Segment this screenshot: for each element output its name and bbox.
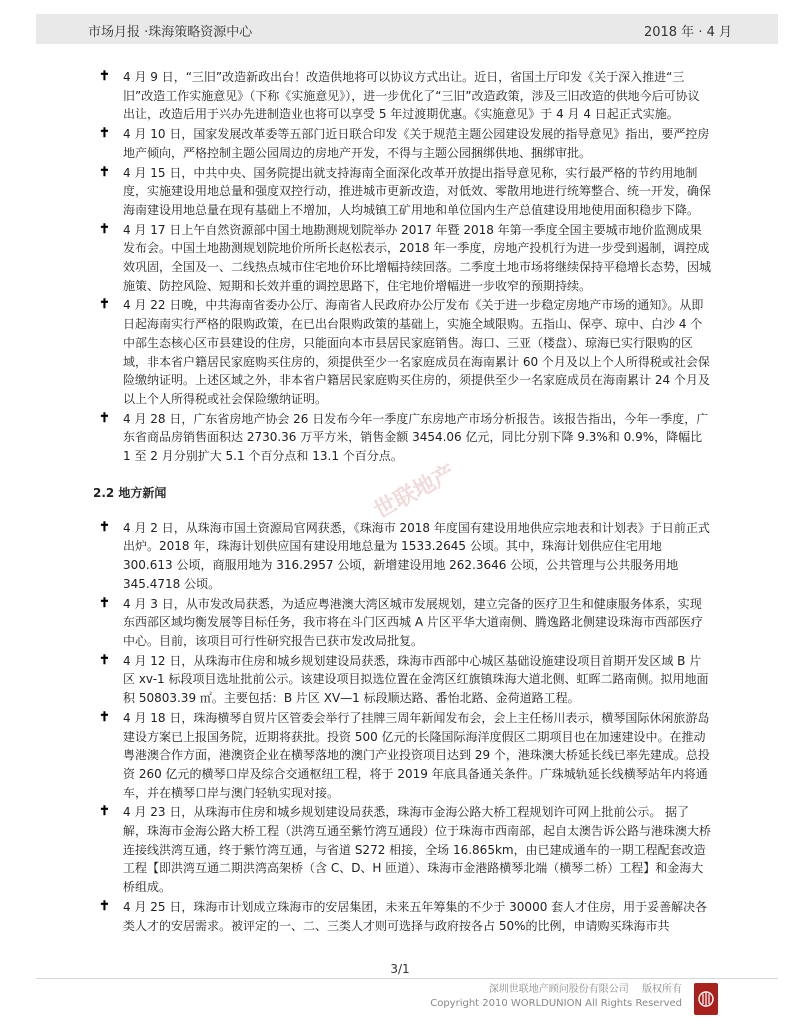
footer-divider [36, 978, 778, 979]
news-text: 4 月 9 日，“三旧”改造新政出台！改造供地将可以协议方式出让。近日，省国土厅印发《关于深入推进“三旧”改造工作实施意见》（下称《实施意见》），进一步优化了“三旧”改造政策，涉及三旧改造的供地今后可协议出让，改造后用于兴办先进制造业也将可以享受 5 年过渡期优惠。《实施意见》于 4 月 4 日起正式实施。 [123, 70, 700, 122]
news-item [99, 410, 711, 466]
news-item [99, 595, 711, 651]
news-item [99, 296, 711, 408]
news-text: 4 月 25 日，珠海市计划成立珠海市的安居集团，未来五年筹集的不少于 30000 套人才住房，用于妥善解决各类人才的安居需求。被评定的一、二、三类人才则可选择与政府按各占 50%的比例，申请购买珠海市共 [123, 899, 708, 933]
section-title-local-news: 2.2 地方新闻 [93, 485, 167, 500]
news-item [99, 164, 711, 220]
news-item [99, 652, 711, 708]
cross-bullet-icon: ✝ [99, 709, 110, 725]
cross-bullet-icon: ✝ [99, 221, 110, 237]
footer-company: 深圳世联地产顾问股份有限公司 版权所有 [488, 984, 682, 995]
news-item [99, 68, 711, 124]
cross-bullet-icon: ✝ [99, 652, 110, 668]
news-text: 4 月 23 日，从珠海市住房和城乡规划建设局获悉，珠海市金海公路大桥工程规划许可网上批前公示。 据了解，珠海市金海公路大桥工程（洪湾互通至紫竹湾互通段）位于珠海市西南部，起自太澳告诉公路与港珠澳大桥连接线洪湾互通，终于紫竹湾互通，与省道 S272 相接，全场 16.865km，由已建成通车的一期工程配套改造工程【即洪湾互通二期洪湾高架桥（含 C、D、H 匝道）、珠海市金港路横琴北端（横琴二桥）工程】和金海大桥组成。 [123, 805, 712, 895]
national-news-list [99, 68, 711, 466]
news-item [99, 125, 711, 162]
news-text: 4 月 18 日，珠海横琴自贸片区管委会举行了挂牌三周年新闻发布会，会上主任杨川表示，横琴国际休闲旅游岛建设方案已上报国务院，近期将获批。投资 500 亿元的长隆国际海洋度假区二期项目也在加速建设中。在推动粤港澳合作方面，港澳资企业在横琴落地的澳门产业投资项目达到 29 个，港珠澳大桥延长线已率先建成。总投资 260 亿元的横琴口岸及综合交通枢纽工程，将于 2019 年底具备通关条件。广珠城轨延长线横琴站年内将通车，并在横琴口岸与澳门轻轨实现对接。 [123, 710, 710, 800]
cross-bullet-icon: ✝ [99, 126, 110, 142]
header-right-date: 2018 年 · 4 月 [643, 25, 732, 40]
logo-mark [694, 983, 718, 1015]
news-text: 4 月 2 日，从珠海市国土资源局官网获悉，《珠海市 2018 年度国有建设用地供应宗地表和计划表》于日前正式出炉。2018 年，珠海计划供应国有建设用地总量为 1533.2645 公顷。其中，珠海计划供应住宅用地 300.613 公顷，商服用地为 316.2957 公顷，新增建设用地 262.3646 公顷，公共管理与公共服务用地 345.4718 公顷。 [123, 520, 710, 591]
cross-bullet-icon: ✝ [99, 595, 110, 611]
news-item [99, 519, 711, 594]
footer-copyright-en: Copyright 2010 WORLDUNION All Rights Reserved [430, 998, 682, 1009]
news-text: 4 月 28 日，广东省房地产协会 26 日发布今年一季度广东房地产市场分析报告。该报告指出，今年一季度，广东省商品房销售面积达 2730.36 万平方米，销售金额 3454.06 亿元，同比分别下降 9.3%和 0.9%，降幅比 1 至 2 月分别扩大 5.1 个百分点和 13.1 个百分点。 [123, 411, 709, 464]
cross-bullet-icon: ✝ [99, 410, 110, 426]
page-body [93, 68, 712, 936]
news-item [99, 803, 711, 897]
news-text: 4 月 17 日上午自然资源部中国土地勘测规划院举办 2017 年暨 2018 年第一季度全国主要城市地价监测成果发布会。中国土地勘测规划院地价所所长赵松表示，2018 年一季度，房地产投机行为进一步受到遏制，调控成效巩固，全国及一、二线热点城市住宅地价环比增幅持续回落。二季度土地市场将继续保持平稳增长态势，因城施策、防控风险、短期和长效并重的调控思路下，住宅地价增幅进一步收窄的预期持续。 [123, 222, 712, 293]
news-text: 4 月 12 日，从珠海市住房和城乡规划建设局获悉，珠海市西部中心城区基础设施建设项目首期开发区域 B 片区 xv-1 标段项目选址批前公示。该建设项目拟选位置在金湾区红旗镇珠海大道北侧、虹晖二路南侧。拟用地面积 50803.39 ㎡。主要包括：B 片区 XV—1 标段顺达路、番怡北路、金荷道路工程。 [123, 653, 709, 706]
page-header [36, 14, 778, 44]
page-number: 3/1 [390, 962, 410, 976]
watermark-logo: 世联地产 [369, 459, 460, 524]
news-text: 4 月 10 日，国家发展改革委等五部门近日联合印发《关于规范主题公园建设发展的指导意见》指出，要严控房地产倾向，严格控制主题公园周边的房地产开发，不得与主题公园捆绑供地、捆绑审批。 [123, 127, 710, 160]
news-text: 4 月 3 日，从市发改局获悉，为适应粤港澳大湾区城市发展规划，建立完备的医疗卫生和健康服务体系，实现东西部区域均衡发展等目标任务，我市将在斗门区西城 A 片区平华大道南侧、腾逸路北侧建设珠海市西部医疗中心。目前，该项目可行性研究报告已获市发改局批复。 [123, 596, 703, 648]
news-item [99, 898, 711, 935]
news-text: 4 月 15 日，中共中央、国务院提出就支持海南全面深化改革开放提出指导意见称，实行最严格的节约用地制度，实施建设用地总量和强度双控行动，推进城市更新改造，对低效、零散用地进行统筹整合、统一开发，确保海南建设用地总量在现有基础上不增加，人均城镇工矿用地和单位国内生产总值建设用地使用面积稳步下降。 [123, 165, 712, 217]
local-news-list [99, 519, 711, 935]
cross-bullet-icon: ✝ [99, 804, 110, 820]
news-item [99, 221, 711, 296]
news-text: 4 月 22 日晚，中共海南省委办公厅、海南省人民政府办公厅发布《关于进一步稳定房地产市场的通知》。从即日起海南实行严格的限购政策，在已出台限购政策的基础上，实施全域限购。五指山、保亭、琼中、白沙 4 个中部生态核心区市县建设的住房，只能面向本市县居民家庭销售。海口、三亚（楼盘）、琼海已实行限购的区域，非本省户籍居民家庭购买住房的，须提供至少一名家庭成员在海南累计 60 个月及以上个人所得税或社会保险缴纳证明。上述区域之外，非本省户籍居民家庭购买住房的，须提供至少一名家庭成员在海南累计 24 个月及以上个人所得税或社会保险缴纳证明。 [123, 298, 710, 406]
footer-copyright [430, 983, 682, 1011]
cross-bullet-icon: ✝ [99, 898, 110, 914]
company-logo-icon [694, 983, 718, 1015]
header-left-title: 市场月报 ·珠海策略资源中心 [88, 25, 253, 40]
cross-bullet-icon: ✝ [99, 69, 110, 84]
cross-bullet-icon: ✝ [99, 164, 110, 180]
news-item [99, 709, 711, 803]
cross-bullet-icon: ✝ [99, 297, 110, 313]
cross-bullet-icon: ✝ [99, 519, 110, 535]
